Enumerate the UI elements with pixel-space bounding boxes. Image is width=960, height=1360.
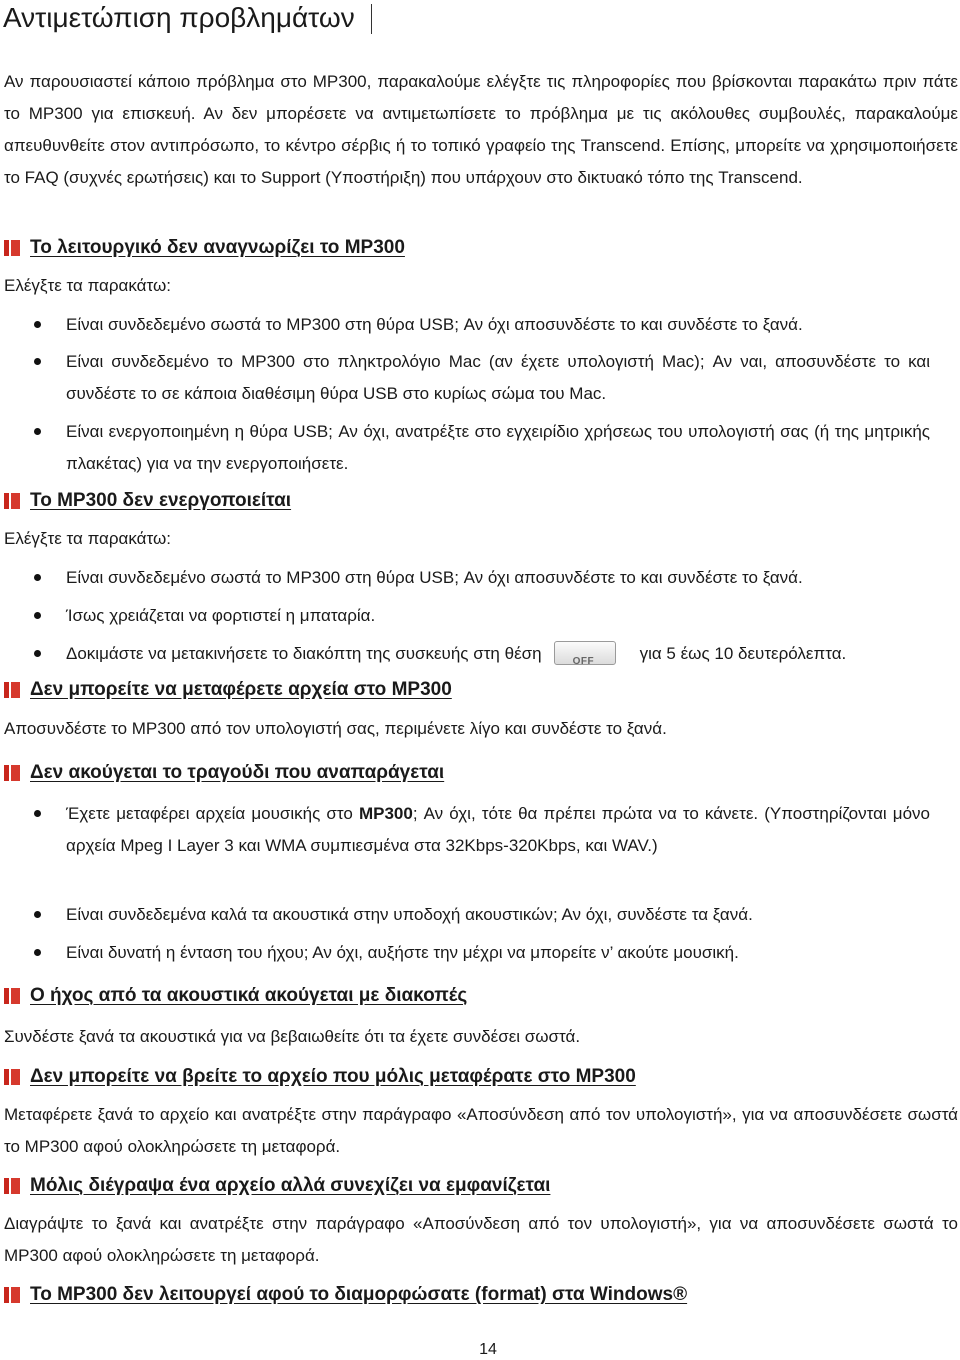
- bullet-icon: [34, 574, 41, 581]
- bullet-icon: [34, 321, 41, 328]
- bullet-icon: [34, 949, 41, 956]
- page-number: 14: [479, 1341, 497, 1358]
- list-item: Είναι συνδεδεμένο σωστά το MP300 στη θύρα USB; Αν όχι αποσυνδέστε το και συνδέστε το ξανά.: [66, 562, 930, 594]
- intro-paragraph: Αν παρουσιαστεί κάποιο πρόβλημα στο MP300, παρακαλούμε ελέγξτε τις πληροφορίες που βρίσκονται παρακάτω πριν πάτε το MP300 για επισκευή. Αν δεν μπορέσετε να αντιμετωπίσετε το πρόβλημα με τις ακόλουθες συμβουλές, παρακαλούμε απευθυνθείτε στον αντιπρόσωπο, το κέντρο σέρβις ή το τοπικό γραφείο της Transcend. Επίσης, μπορείτε να χρησιμοποιήσετε το FAQ (συχνές ερωτήσεις) και το Support (Υποστήριξη) που υπάρχουν στο δικτυακό τόπο της Transcend.: [4, 72, 958, 187]
- list-item: Είναι συνδεδεμένα καλά τα ακουστικά στην υποδοχή ακουστικών; Αν όχι, συνδέστε τα ξανά.: [66, 899, 930, 931]
- list-item: Ίσως χρειάζεται να φορτιστεί η μπαταρία.: [66, 600, 930, 632]
- bullet-icon: [34, 650, 41, 657]
- bullet-icon: [34, 810, 41, 817]
- list-item: Είναι ενεργοποιημένη η θύρα USB; Αν όχι, ανατρέξτε στο εγχειρίδιο χρήσεως του υπολογιστή σας (ή της μητρικής πλακέτας) για να την ενεργοποιήσετε.: [66, 416, 930, 480]
- section-heading-text: Δεν μπορείτε να μεταφέρετε αρχεία στο MP300: [30, 679, 452, 700]
- bullet-icon: [34, 612, 41, 619]
- list-item: Είναι συνδεδεμένο σωστά το MP300 στη θύρα USB; Αν όχι αποσυνδέστε το και συνδέστε το ξανά.: [66, 309, 930, 341]
- list-item: Έχετε μεταφέρει αρχεία μουσικής στο MP300; Αν όχι, τότε θα πρέπει πρώτα να το κάνετε. (Υποστηρίζονται μόνο αρχεία Mpeg I Layer 3 και WMA συμπιεσμένα στα 32Kbps-320Kbps, και WAV.): [66, 798, 930, 862]
- check-label: Ελέγξτε τα παρακάτω:: [4, 276, 171, 295]
- list-item: Είναι δυνατή η ένταση του ήχου; Αν όχι, αυξήστε την μέχρι να μπορείτε ν’ ακούτε μουσική.: [66, 937, 930, 969]
- check-label: Ελέγξτε τα παρακάτω:: [4, 529, 171, 548]
- heading-marker-icon: [4, 988, 20, 1004]
- section-paragraph: Συνδέστε ξανά τα ακουστικά για να βεβαιωθείτε ότι τα έχετε συνδέσει σωστά.: [4, 1027, 581, 1046]
- heading-marker-icon: [4, 765, 20, 781]
- heading-marker-icon: [4, 1178, 20, 1194]
- list-item: Είναι συνδεδεμένο το MP300 στο πληκτρολόγιο Mac (αν έχετε υπολογιστή Mac); Αν ναι, αποσυνδέστε το και συνδέστε το σε κάποια διαθέσιμη θύρα USB στο κυρίως σώμα του Mac.: [66, 346, 930, 410]
- section-heading-text: Το λειτουργικό δεν αναγνωρίζει το MP300: [30, 237, 405, 258]
- section-paragraph: Μεταφέρετε ξανά το αρχείο και ανατρέξτε στην παράγραφο «Αποσύνδεση από τον υπολογιστή», για να αποσυνδέσετε σωστά το MP300 αφού ολοκληρώσετε τη μεταφορά.: [4, 1105, 958, 1156]
- section-heading-text: Το MP300 δεν λειτουργεί αφού το διαμορφώσατε (format) στα Windows®: [30, 1284, 688, 1305]
- bullet-icon: [34, 428, 41, 435]
- page-title: Αντιμετώπιση προβλημάτων: [3, 2, 355, 33]
- section-heading-file-not-found: [4, 1064, 636, 1090]
- title-cursor-bar: [371, 4, 372, 34]
- section-heading-not-working-after-format: [4, 1282, 687, 1308]
- section-heading-text: Δεν ακούγεται το τραγούδι που αναπαράγεται: [30, 762, 445, 783]
- section-heading-choppy-sound: [4, 983, 467, 1009]
- heading-marker-icon: [4, 1069, 20, 1085]
- heading-marker-icon: [4, 493, 20, 509]
- heading-marker-icon: [4, 682, 20, 698]
- title-block: [3, 0, 372, 40]
- section-heading-deleted-file-visible: [4, 1173, 550, 1199]
- section-heading-text: Ο ήχος από τα ακουστικά ακούγεται με διακοπές: [30, 985, 468, 1006]
- bullet-icon: [34, 358, 41, 365]
- heading-marker-icon: [4, 240, 20, 256]
- section-paragraph: Αποσυνδέστε το MP300 από τον υπολογιστή σας, περιμένετε λίγο και συνδέστε το ξανά.: [4, 719, 667, 738]
- off-switch-icon: OFF: [554, 641, 616, 665]
- section-heading-text: Μόλις διέγραψα ένα αρχείο αλλά συνεχίζει να εμφανίζεται: [30, 1175, 551, 1196]
- section-heading-os-not-recognize: [4, 235, 405, 261]
- section-heading-text: Δεν μπορείτε να βρείτε το αρχείο που μόλις μεταφέρατε στο MP300: [30, 1066, 636, 1087]
- bullet-icon: [34, 911, 41, 918]
- heading-marker-icon: [4, 1287, 20, 1303]
- section-paragraph: Διαγράψτε το ξανά και ανατρέξτε στην παράγραφο «Αποσύνδεση από τον υπολογιστή», για να αποσυνδέσετε σωστά το MP300 αφού ολοκληρώσετε τη μεταφορά.: [4, 1214, 958, 1265]
- list-item: Δοκιμάστε να μετακινήσετε το διακόπτη της συσκευής στη θέση OFF για 5 έως 10 δευτερόλεπτα.: [66, 638, 930, 670]
- section-heading-text: Το MP300 δεν ενεργοποιείται: [30, 490, 292, 511]
- section-heading-no-sound: [4, 760, 444, 786]
- section-heading-cannot-transfer: [4, 677, 452, 703]
- section-heading-no-power: [4, 488, 291, 514]
